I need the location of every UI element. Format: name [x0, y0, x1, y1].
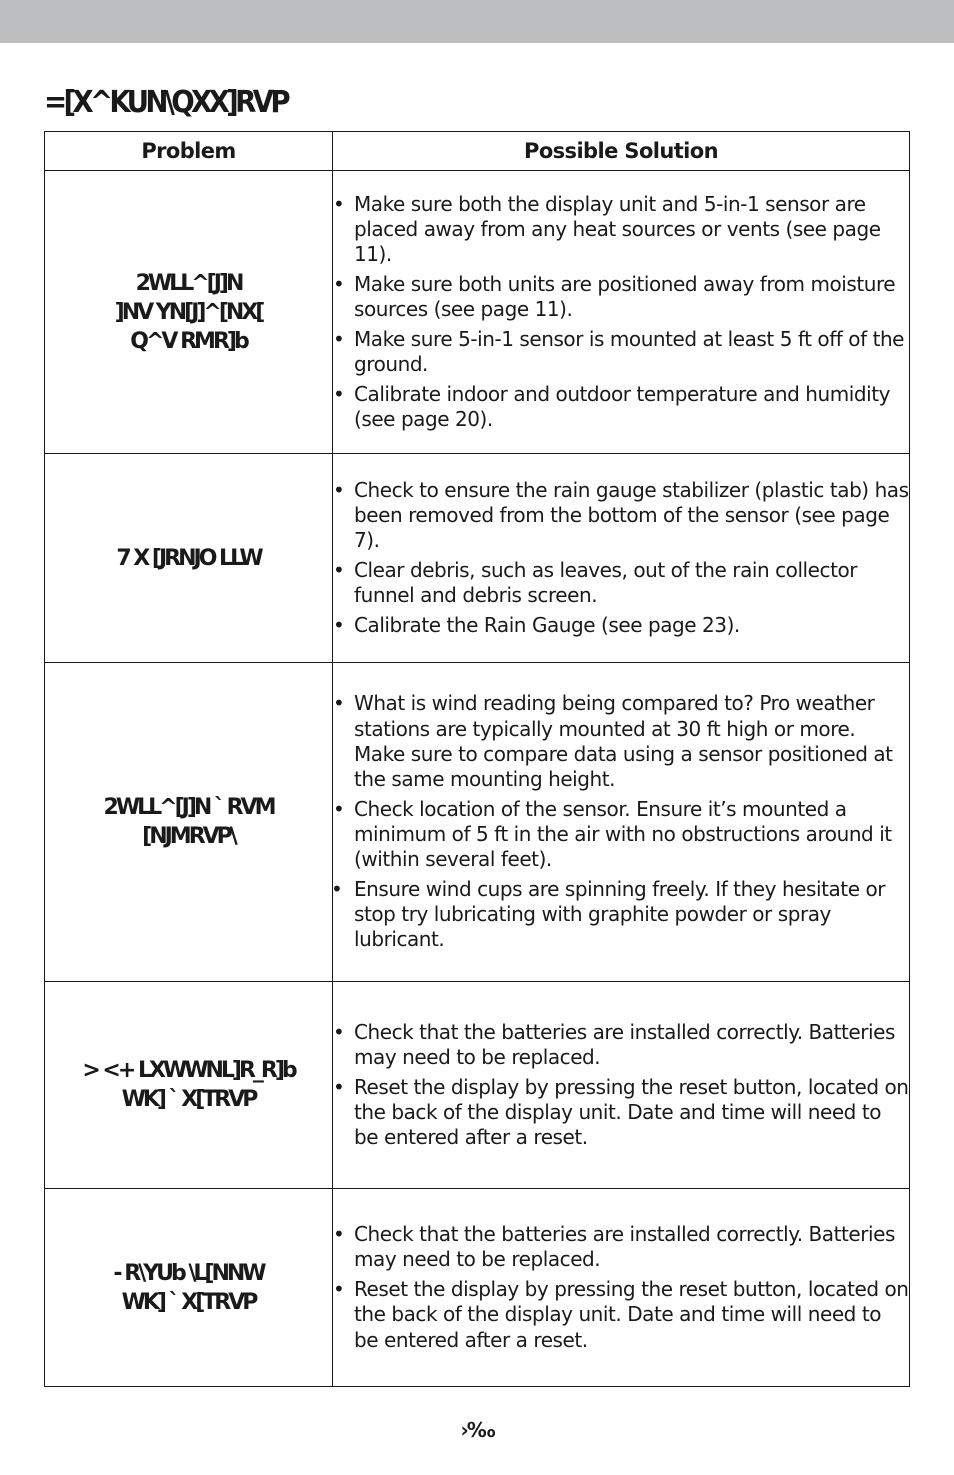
bullet-icon: • [333, 1222, 345, 1247]
problem-text: WK] ` X[TRVP [121, 1289, 256, 1315]
bullet-icon: • [333, 796, 345, 821]
solution-text: Check location of the sensor. Ensure it’s mounted a minimum of 5 ft in the air with no obstructions around it (within several feet). [354, 796, 892, 872]
solution-text: Check to ensure the rain gauge stabilizer (plastic tab) has been removed from the bottom of the sensor (see page 7). [354, 477, 909, 553]
problem-text: 7 X [JRNJO LLW [116, 545, 261, 571]
solution-item [333, 558, 909, 608]
problem-text: [NJMRVP\ [142, 824, 235, 849]
problem-text: > <+ LXWWNL]R_R]b [82, 1058, 295, 1083]
page-number: ›‰ [460, 1418, 494, 1442]
problem-cell [45, 663, 333, 982]
problem-cell [45, 454, 333, 663]
table-row [45, 663, 910, 982]
problem-cell [45, 171, 333, 454]
section-title: =[X^KUN\QXX]RVP [44, 85, 287, 120]
troubleshooting-table [44, 131, 910, 1387]
solution-cell [333, 982, 910, 1189]
bullet-icon: • [333, 477, 345, 502]
problem-cell [45, 1189, 333, 1387]
solution-text: What is wind reading being compared to? Pro weather stations are typically mounted at 30 ft high or more. Make sure to compare data using a sensor positioned at the same mounting height. [354, 691, 893, 791]
solution-text: Reset the display by pressing the reset button, located on the back of the display unit. Date and time will need to be entered after a reset. [354, 1074, 909, 1150]
solution-item [333, 1020, 909, 1070]
bullet-icon: • [333, 613, 345, 637]
bullet-icon: • [333, 558, 345, 582]
bullet-icon: • [333, 1074, 345, 1099]
solution-cell [333, 171, 910, 454]
problem-text: 2WLL^[J]N ` RVM [103, 795, 274, 820]
solution-item [333, 192, 909, 268]
table-row [45, 454, 910, 663]
problem-text: 2WLL^[J]N [135, 270, 242, 296]
solution-text: Reset the display by pressing the reset button, located on the back of the display unit. Date and time will need to be entered after a reset. [354, 1277, 909, 1352]
table-header-row [45, 132, 910, 171]
problem-cell [45, 982, 333, 1189]
problem-column-header: Problem [45, 132, 333, 171]
solution-item [333, 1277, 909, 1353]
bullet-icon: • [333, 381, 345, 406]
solution-item [333, 691, 909, 792]
table-row [45, 982, 910, 1189]
solution-item [333, 797, 909, 873]
solution-list [333, 1020, 909, 1151]
solution-text: Make sure both units are positioned away from moisture sources (see page 11). [354, 271, 896, 322]
solution-list [333, 1222, 909, 1353]
solution-item [333, 327, 909, 377]
problem-text: ]NV YN[J]^[NX[ [114, 299, 263, 325]
bullet-icon: • [333, 1277, 345, 1302]
solution-text: Clear debris, such as leaves, out of the rain collector funnel and debris screen. [354, 558, 858, 608]
solution-list [333, 192, 909, 433]
problem-text: Q^V RMR]b [130, 328, 247, 354]
bullet-icon: • [333, 1019, 345, 1044]
solution-item [333, 877, 909, 953]
solution-text: Make sure 5-in-1 sensor is mounted at least 5 ft off of the ground. [354, 326, 905, 377]
solution-text: Calibrate the Rain Gauge (see page 23). [354, 613, 740, 637]
table-row [45, 171, 910, 454]
table-row [45, 1189, 910, 1387]
solution-cell [333, 663, 910, 982]
bullet-icon: • [333, 691, 345, 716]
solution-list [333, 691, 909, 952]
bullet-icon: • [333, 191, 345, 216]
solution-item [333, 1075, 909, 1151]
solution-item [333, 272, 909, 322]
solution-cell [333, 1189, 910, 1387]
solution-text: Ensure wind cups are spinning freely. If they hesitate or stop try lubricating with graphite powder or spray lubricant. [354, 877, 886, 952]
bullet-icon: • [331, 877, 343, 901]
solution-cell [333, 454, 910, 663]
solution-text: Make sure both the display unit and 5-in-1 sensor are placed away from any heat sources or vents (see page 11). [354, 191, 881, 267]
solution-text: Check that the batteries are installed correctly. Batteries may need to be replaced. [354, 1019, 895, 1069]
problem-text: WK] ` X[TRVP [121, 1087, 256, 1112]
solution-item [333, 478, 909, 554]
solution-item [333, 1222, 909, 1272]
solution-list [333, 478, 909, 638]
solution-item [333, 382, 909, 432]
solution-item [333, 613, 909, 638]
bullet-icon: • [333, 271, 345, 296]
problem-text: - R\YUb \L[NNW [113, 1260, 264, 1286]
bullet-icon: • [333, 326, 345, 351]
solution-text: Calibrate indoor and outdoor temperature and humidity (see page 20). [354, 381, 891, 432]
solution-column-header: Possible Solution [333, 132, 910, 171]
solution-text: Check that the batteries are installed correctly. Batteries may need to be replaced. [354, 1222, 895, 1272]
header-band [0, 0, 954, 43]
